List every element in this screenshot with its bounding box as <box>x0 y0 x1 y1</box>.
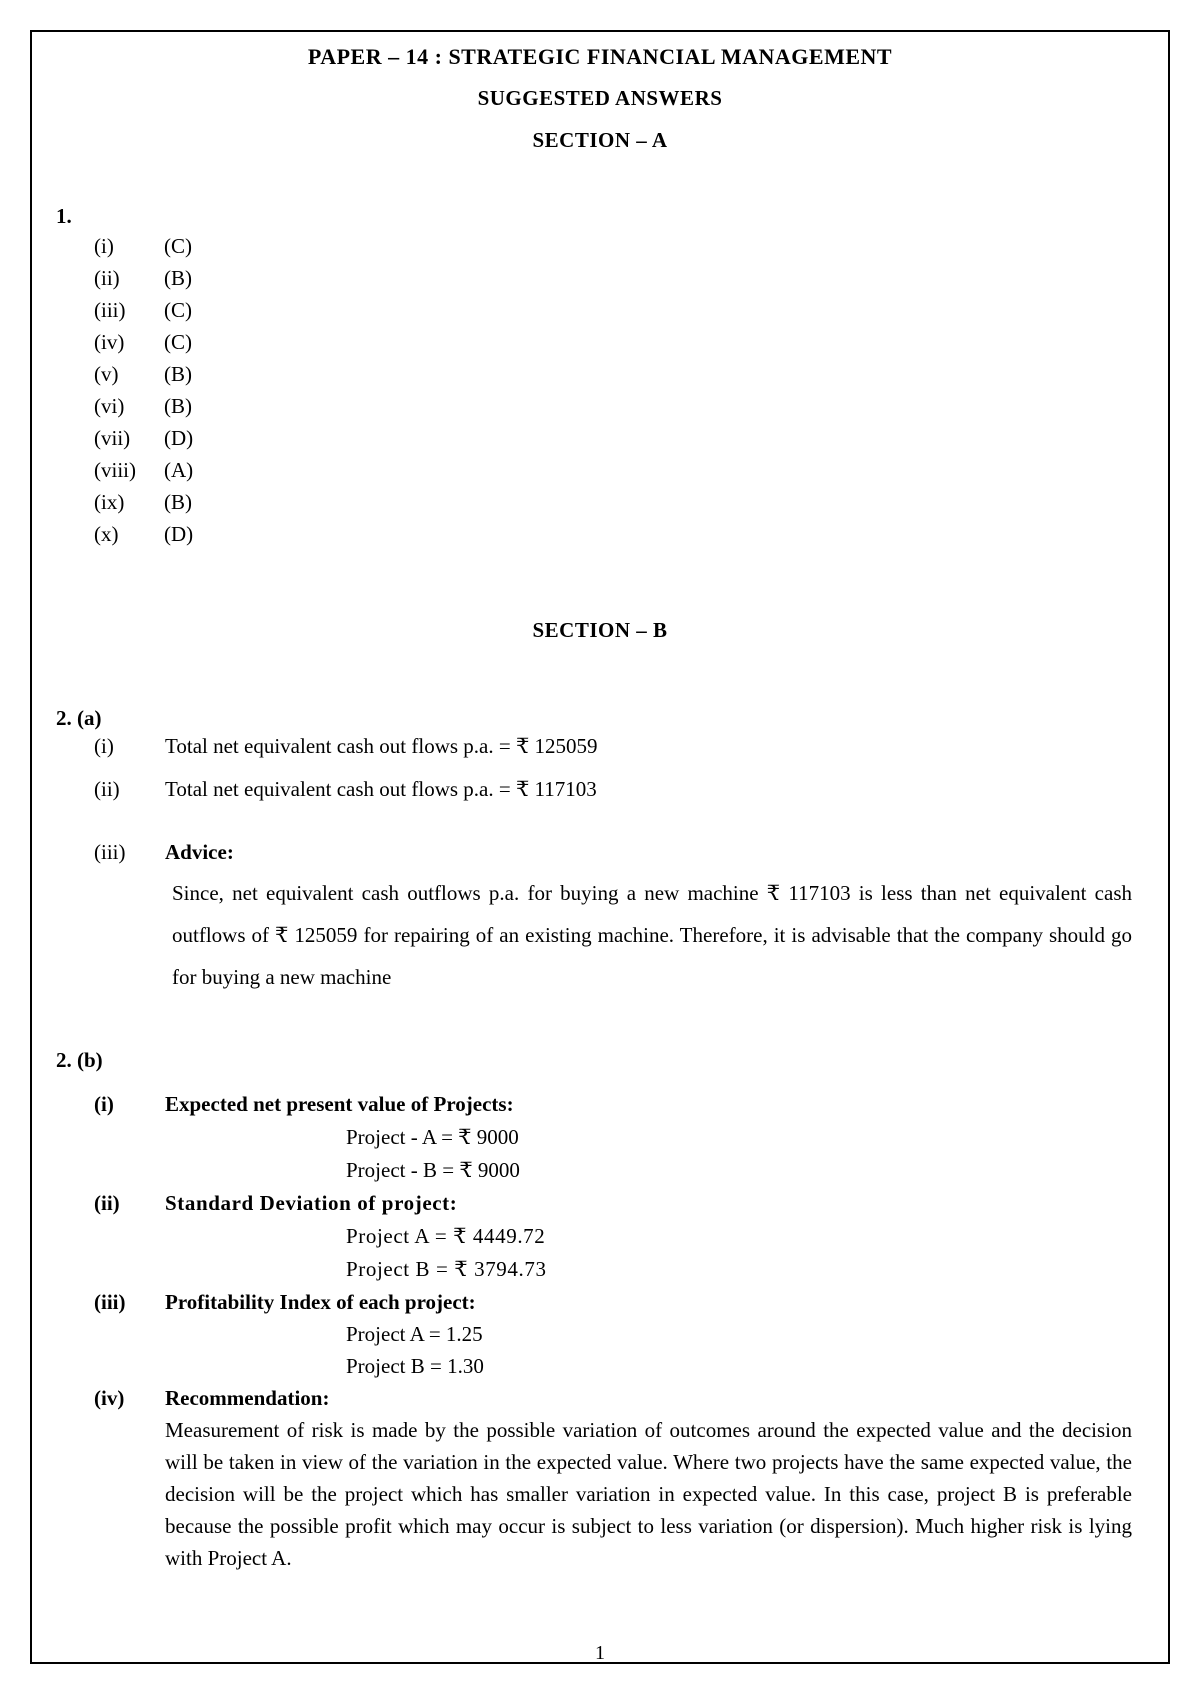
section-b-heading: SECTION – B <box>532 618 668 642</box>
item-number: (v) <box>94 362 119 386</box>
q2a-ii-number: (ii) <box>94 777 120 801</box>
paper-title: PAPER – 14 : STRATEGIC FINANCIAL MANAGEMENT <box>307 44 893 69</box>
recommendation-title: Recommendation: <box>165 1386 330 1410</box>
item-answer: (D) <box>164 426 194 450</box>
q2a-i-number: (i) <box>94 734 114 758</box>
item-answer: (B) <box>164 490 192 514</box>
expected-npv-project-b: Project - B = ₹ 9000 <box>346 1158 520 1182</box>
q2b-iv-number: (iv) <box>94 1386 125 1410</box>
item-number: (x) <box>94 522 119 546</box>
item-number: (i) <box>94 234 114 258</box>
item-number: (vii) <box>94 426 131 450</box>
item-answer: (C) <box>164 330 192 354</box>
section-a-heading: SECTION – A <box>532 128 668 152</box>
expected-npv-title: Expected net present value of Projects: <box>165 1092 514 1116</box>
q2b-iii-number: (iii) <box>94 1290 126 1314</box>
item-answer: (B) <box>164 266 192 290</box>
item-answer: (C) <box>164 298 192 322</box>
q2a-i-text: Total net equivalent cash out flows p.a. = ₹ 125059 <box>165 734 598 758</box>
q2a-ii-text: Total net equivalent cash out flows p.a. = ₹ 117103 <box>165 777 597 801</box>
item-number: (viii) <box>94 458 136 482</box>
item-number: (iv) <box>94 330 125 354</box>
subtitle: SUGGESTED ANSWERS <box>477 86 723 110</box>
advice-title: Advice: <box>165 840 234 864</box>
std-dev-project-a: Project A = ₹ 4449.72 <box>346 1224 546 1248</box>
page-number: 1 <box>595 1642 605 1664</box>
item-answer: (C) <box>164 234 192 258</box>
question-2a-heading: 2. (a) <box>56 706 102 730</box>
profitability-index-title: Profitability Index of each project: <box>165 1290 476 1314</box>
advice-paragraph: Since, net equivalent cash outflows p.a. for buying a new machine ₹ 117103 is less than net equivalent cash outflows of ₹ 125059 for repairing of an existing machine. Therefore, it is advisable that the company should go for buying a new machine <box>172 881 1132 989</box>
question-1-number: 1. <box>56 204 72 228</box>
q2a-iii-number: (iii) <box>94 840 126 864</box>
item-answer: (D) <box>164 522 194 546</box>
item-number: (iii) <box>94 298 126 322</box>
expected-npv-project-a: Project - A = ₹ 9000 <box>346 1125 519 1149</box>
item-answer: (A) <box>164 458 194 482</box>
question-2b-heading: 2. (b) <box>56 1048 103 1072</box>
item-answer: (B) <box>164 394 192 418</box>
std-dev-title: Standard Deviation of project: <box>165 1191 458 1215</box>
profitability-index-project-b: Project B = 1.30 <box>346 1354 484 1378</box>
item-number: (ix) <box>94 490 125 514</box>
item-answer: (B) <box>164 362 192 386</box>
item-number: (ii) <box>94 266 120 290</box>
item-number: (vi) <box>94 394 125 418</box>
q2b-ii-number: (ii) <box>94 1191 120 1215</box>
q2b-i-number: (i) <box>94 1092 114 1116</box>
std-dev-project-b: Project B = ₹ 3794.73 <box>346 1257 547 1281</box>
recommendation-paragraph: Measurement of risk is made by the possible variation of outcomes around the expected value and the decision will be taken in view of the variation in the expected value. Where two projects have the same expected value, the decision will be the project which has smaller variation in expected value. In this case, project B is preferable because the possible profit which may occur is subject to less variation (or dispersion). Much higher risk is lying with Project A. <box>165 1418 1132 1570</box>
profitability-index-project-a: Project A = 1.25 <box>346 1322 483 1346</box>
